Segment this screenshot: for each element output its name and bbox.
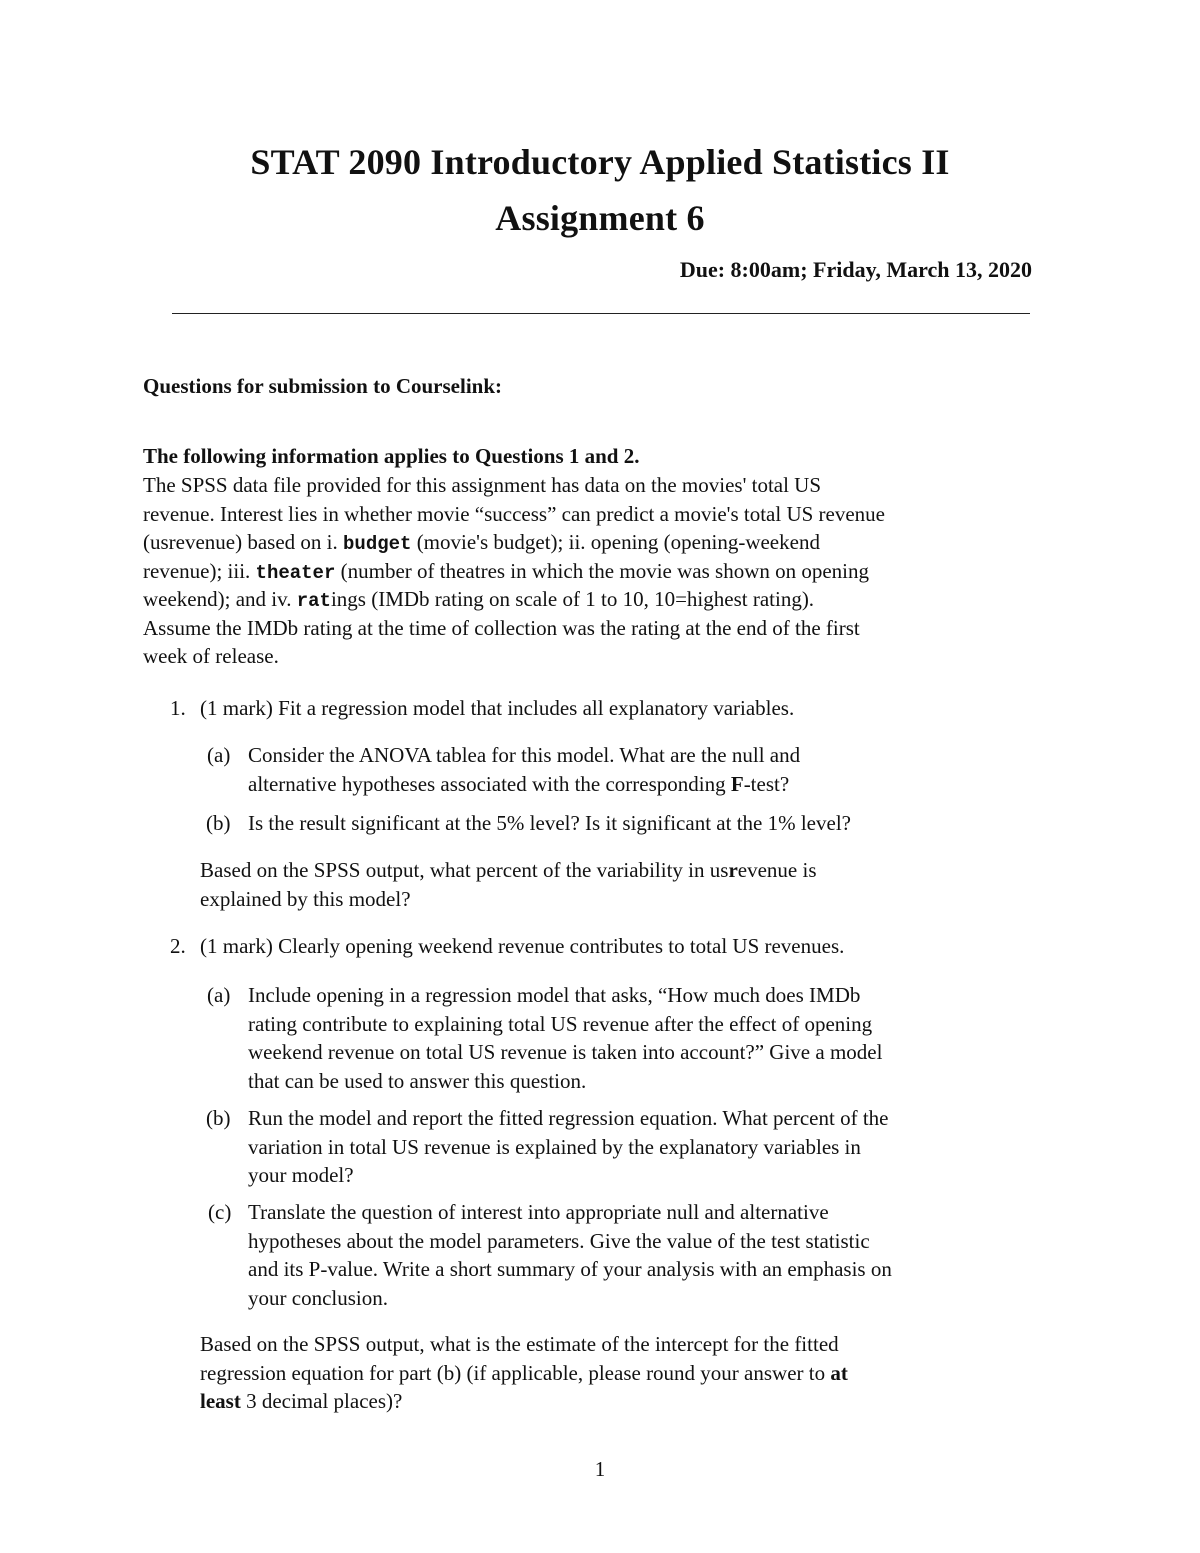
variable-ratings: rat	[296, 590, 331, 612]
info-heading: The following information applies to Questions 1 and 2.	[143, 444, 640, 468]
question-2b-text: Run the model and report the fitted regression equation. What percent of the variation in total US revenue is explained by the explanatory variables in your model?	[248, 1106, 889, 1187]
intro-line: revenue. Interest lies in whether movie “success” can predict a movie's total US revenue	[143, 501, 886, 526]
question-1b-label: (b)	[206, 811, 231, 835]
question-2c-text: Translate the question of interest into appropriate null and alternative hypotheses about the model parameters. Give the value of the test statistic and its P-value. Write a short summary of your analysis with an emphasis on your conclusion.	[248, 1200, 892, 1310]
question-2b-label: (b)	[206, 1106, 231, 1130]
course-title: STAT 2090 Introductory Applied Statistics II	[250, 142, 950, 182]
question-2-text: (1 mark) Clearly opening weekend revenue contributes to total US revenues.	[200, 934, 845, 958]
question-2c-label: (c)	[208, 1200, 232, 1224]
intro-line: weekend); and iv. ratings (IMDb rating on scale of 1 to 10, 10=highest rating).	[143, 587, 815, 612]
due-date: Due: 8:00am; Friday, March 13, 2020	[679, 257, 1032, 282]
question-1-text: (1 mark) Fit a regression model that includes all explanatory variables.	[200, 696, 795, 720]
intro-line: Assume the IMDb rating at the time of collection was the rating at the end of the first	[143, 615, 860, 640]
question-2-followup: Based on the SPSS output, what is the estimate of the intercept for the fitted regression equation for part (b) (if applicable, please round your answer to at least 3 decimal places)?	[200, 1332, 848, 1413]
question-2a-text: Include opening in a regression model that asks, “How much does IMDb rating contribute to explaining total US revenue after the effect of opening weekend revenue on total US revenue is taken into account?” Give a model that can be used to answer this question.	[248, 983, 883, 1093]
question-1-number: 1.	[170, 696, 186, 720]
header-divider	[172, 313, 1030, 314]
intro-line: week of release.	[143, 644, 279, 668]
variable-budget: budget	[343, 533, 412, 555]
variable-theater: theater	[255, 561, 336, 584]
intro-line: The SPSS data file provided for this assignment has data on the movies' total US	[143, 473, 822, 497]
intro-line: revenue); iii. theater (number of theatres in which the movie was shown on opening	[143, 558, 870, 584]
intro-paragraph	[143, 471, 885, 671]
question-1-followup: Based on the SPSS output, what percent of the variability in usrevenue is explained by this model?	[200, 858, 817, 911]
question-1a-label: (a)	[207, 743, 231, 767]
question-1a-text: Consider the ANOVA tablea for this model. What are the null and alternative hypotheses associated with the corresponding F-test?	[248, 743, 801, 796]
submission-heading: Questions for submission to Courselink:	[143, 374, 503, 398]
assignment-title: Assignment 6	[495, 198, 705, 238]
question-2-number: 2.	[170, 934, 186, 958]
page-number: 1	[594, 1457, 606, 1481]
question-2a-label: (a)	[207, 983, 231, 1007]
question-1b-text: Is the result significant at the 5% level? Is it significant at the 1% level?	[248, 811, 851, 835]
intro-line: (usrevenue) based on i. budget (movie's budget); ii. opening (opening-weekend	[143, 530, 820, 555]
